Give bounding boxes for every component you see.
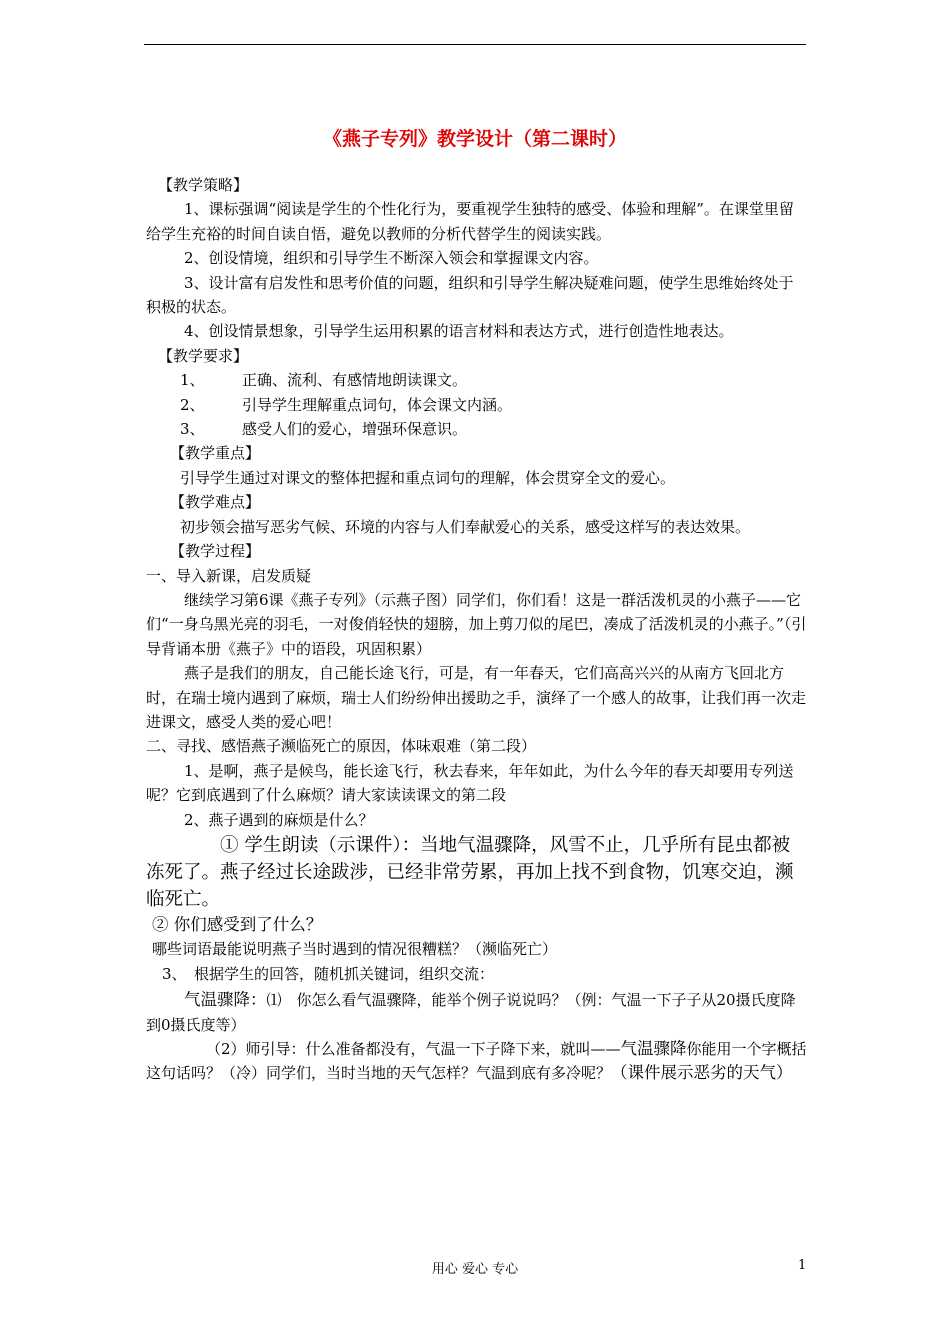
requirement-item-3 (180, 417, 808, 441)
step-3: 3、 根据学生的回答，随机抓关键词，组织交流： (162, 964, 495, 983)
requirements-heading: 【教学要求】 (158, 346, 249, 365)
step-2-reading: ① 学生朗读（示课件）：当地气温骤降，风雪不止，几乎所有昆虫都被冻死了。燕子经过长途跋涉，已经非常劳累，再加上找不到食物，饥寒交迫，濒临死亡。 (146, 834, 794, 910)
document-body (146, 173, 808, 1086)
step-1: 1、是啊，燕子是候鸟，能长途飞行，秋去春来，年年如此，为什么今年的春天却要用专列送呢？它到底遇到了什么麻烦？请大家读读课文的第二段 (146, 761, 794, 805)
strategy-item-3: 3、设计富有启发性和思考价值的问题，组织和引导学生解决疑难问题，使学生思维始终处于积极的状态。 (146, 273, 794, 317)
strategy-item-4: 4、创设情景想象，引导学生运用积累的语言材料和表达方式，进行创造性地表达。 (184, 322, 734, 341)
step-2: 2、燕子遇到的麻烦是什么？ (184, 810, 374, 829)
paragraph-intro: 继续学习第6课《燕子专列》（示燕子图）同学们，你们看！这是一群活泼机灵的小燕子——它们“一身乌黑光亮的羽毛，一对俊俏轻快的翅膀，加上剪刀似的尾巴，凑成了活泼机灵的小燕子。”（引导背诵本册《燕子》中的语段，巩固积累） (146, 590, 807, 658)
keyword-question-2-followup: 你能用一个字概括这句话吗？（冷）同学们，当时当地的天气怎样？气温到底有多冷呢？ (146, 1040, 807, 1083)
requirement-item-1 (180, 368, 808, 392)
footer-motto: 用心 爱心 专心 (431, 1262, 519, 1277)
requirement-text: 引导学生理解重点词句，体会课文内涵。 (242, 395, 513, 414)
requirement-text: 正确、流利、有感情地朗读课文。 (242, 371, 468, 390)
page-number: 1 (798, 1258, 807, 1273)
requirement-text: 感受人们的爱心，增强环保意识。 (242, 420, 468, 439)
requirement-number: 2、 (180, 395, 205, 414)
keyword-question-2 (146, 1037, 808, 1086)
requirement-item-2 (180, 393, 808, 417)
keyword-question-1-text: ⑴ 你怎么看气温骤降，能举个例子说说吗？（例：气温一下子子从20摄氏度降到0摄氏度等） (146, 991, 796, 1034)
focus-text: 引导学生通过对课文的整体把握和重点词句的理解，体会贯穿全文的爱心。 (180, 468, 676, 487)
difficulty-text: 初步领会描写恶劣气候、环境的内容与人们奉献爱心的关系，感受这样写的表达效果。 (180, 517, 751, 536)
step-2-question: ② 你们感受到了什么？ (152, 914, 323, 934)
strategy-item-2: 2、创设情境，组织和引导学生不断深入领会和掌握课文内容。 (184, 249, 599, 268)
keyword-emphasis: 气温骤降 (620, 1039, 687, 1058)
requirement-number: 3、 (180, 420, 205, 439)
header-rule (144, 44, 806, 45)
strategy-item-1: 1、课标强调“阅读是学生的个性化行为，要重视学生独特的感受、体验和理解”。在课堂里留给学生充裕的时间自读自悟，避免以教师的分析代替学生的阅读实践。 (146, 200, 794, 243)
keyword-label: 气温骤降： (184, 990, 267, 1010)
section-heading-1: 一、导入新课，启发质疑 (146, 566, 312, 585)
step-2-keyword-question: 哪些词语最能说明燕子当时遇到的情况很糟糕？（濒临死亡） (152, 940, 558, 959)
strategy-heading: 【教学策略】 (158, 176, 249, 194)
keyword-question-2-text: （2）师引导：什么准备都没有，气温一下子降下来，就叫—— (206, 1040, 621, 1058)
difficulty-heading: 【教学难点】 (170, 493, 261, 512)
document-title: 《燕子专列》教学设计（第二课时） (322, 128, 627, 150)
keyword-question-1 (146, 988, 808, 1037)
requirement-number: 1、 (180, 371, 205, 390)
section-heading-2: 二、寻找、感悟燕子濒临死亡的原因，体味艰难（第二段） (146, 737, 537, 756)
process-heading: 【教学过程】 (170, 542, 261, 561)
paragraph-story: 燕子是我们的朋友，自己能长途飞行，可是，有一年春天，它们高高兴兴的从南方飞回北方时，在瑞士境内遇到了麻烦，瑞士人们纷纷伸出援助之手，演绎了一个感人的故事，让我们再一次走进课文，感受人类的爱心吧！ (146, 664, 807, 731)
focus-heading: 【教学重点】 (170, 444, 261, 463)
courseware-note: （课件展示恶劣的天气） (611, 1063, 793, 1083)
